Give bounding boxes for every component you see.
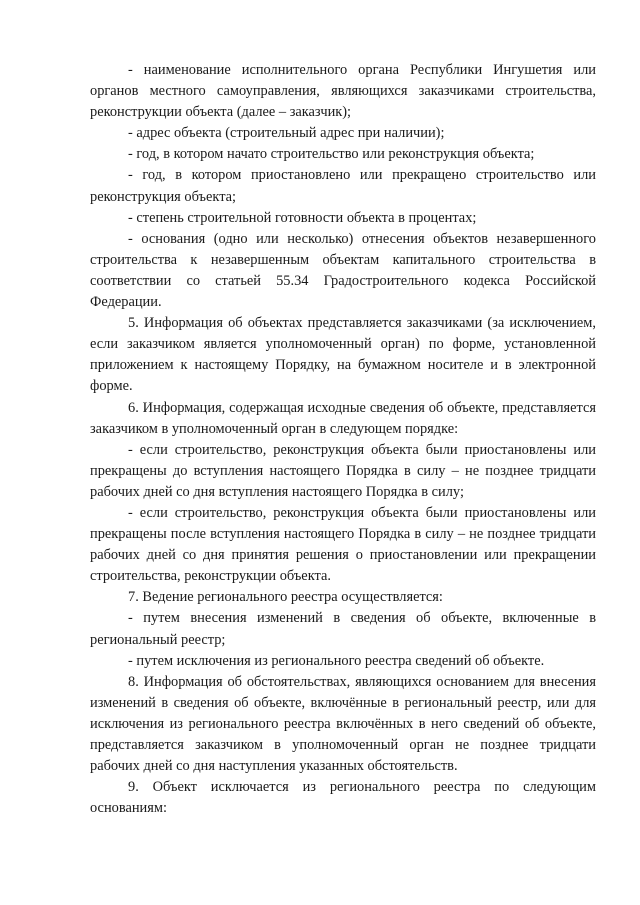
list-item-readiness-degree: - степень строительной готовности объекта в процентах;	[128, 209, 477, 226]
clause-5: 5. Информация об объектах представляется заказчиками (за исключением, если заказчиком является уполномоченный орган) по форме, установленной приложением к настоящему Порядку, на бумажном носителе и в электронной форме.	[90, 315, 596, 395]
clause-6: 6. Информация, содержащая исходные сведения об объекте, представляется заказчиком в уполномоченный орган в следующем порядке:	[90, 399, 596, 437]
document-page	[90, 60, 596, 819]
list-item-construction-start-year: - год, в котором начато строительство или реконструкция объекта;	[128, 146, 535, 163]
clause-6-item-after: - если строительство, реконструкция объекта были приостановлены или прекращены после вступления настоящего Порядка в силу – не позднее тридцати рабочих дней со дня принятия решения о приостановлении или прекращении строительства, реконструкции объекта.	[90, 504, 596, 585]
clause-9: 9. Объект исключается из регионального реестра по следующим основаниям:	[90, 779, 596, 817]
list-item-grounds: - основания (одно или несколько) отнесения объектов незавершенного строительства к незавершенным объектам капитального строительства в соответствии со статьей 55.34 Градостроительного кодекса Российской Федерации.	[90, 230, 596, 311]
list-item-object-address: - адрес объекта (строительный адрес при наличии);	[128, 125, 445, 142]
list-item-customer-name: - наименование исполнительного органа Республики Ингушетия или органов местного самоуправления, являющихся заказчиками строительства, реконструкции объекта (далее – заказчик);	[90, 62, 596, 121]
clause-8: 8. Информация об обстоятельствах, являющихся основанием для внесения изменений в сведения об объекте, включённые в региональный реестр, или для исключения из регионального реестра включённых в него сведений об объекте, представляется заказчиком в уполномоченный орган не позднее тридцати рабочих дней со дня наступления указанных обстоятельств.	[90, 673, 596, 775]
clause-7-item-exclusion: - путем исключения из регионального реестра сведений об объекте.	[128, 652, 545, 669]
clause-7: 7. Ведение регионального реестра осуществляется:	[128, 589, 443, 606]
clause-7-item-changes: - путем внесения изменений в сведения об объекте, включенные в региональный реестр;	[90, 610, 596, 648]
clause-6-item-before: - если строительство, реконструкция объекта были приостановлены или прекращены до вступления настоящего Порядка в силу – не позднее тридцати рабочих дней со дня вступления настоящего Порядка в силу;	[90, 441, 596, 500]
list-item-suspension-year: - год, в котором приостановлено или прекращено строительство или реконструкция объекта;	[90, 167, 596, 205]
